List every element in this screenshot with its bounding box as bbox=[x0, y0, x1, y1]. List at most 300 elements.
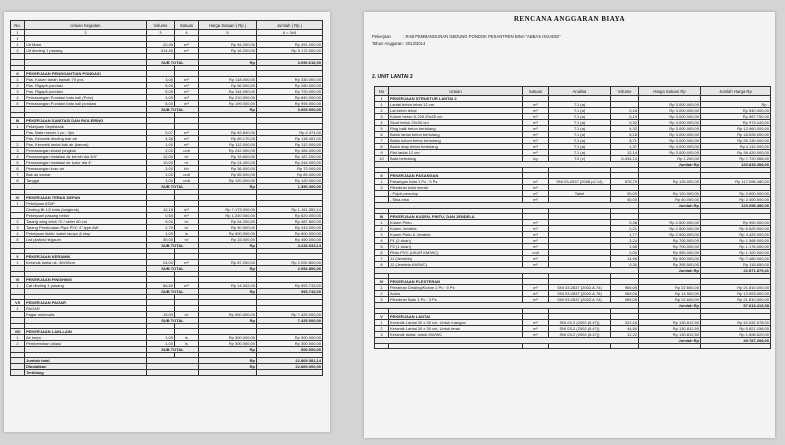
item-number: 3 bbox=[375, 297, 389, 303]
item-amount: Rp 1.598.529,00 bbox=[701, 332, 771, 338]
item-volume: 30,00 bbox=[611, 191, 639, 197]
item-number: 1 bbox=[11, 124, 25, 130]
item-unit-price: Rp 199.000,00 bbox=[199, 101, 257, 107]
item-unit-price: Rp 87.200,00 bbox=[199, 260, 257, 266]
item-volume: 2,00 bbox=[611, 250, 639, 256]
grand-total-amount: 22.869.000,00 bbox=[257, 364, 323, 370]
item-unit: m³ bbox=[523, 114, 549, 120]
item-description: Pemasangan kran air bbox=[25, 166, 147, 172]
item-volume: 5,00 bbox=[147, 101, 175, 107]
item-amount: Rp 300.000,00 bbox=[257, 335, 323, 341]
item-unit: m³ bbox=[523, 220, 549, 226]
item-description: Plesteran Dinding/Kolom 1 Pc : 5 Ps bbox=[389, 285, 523, 291]
column-header: Volume bbox=[147, 21, 175, 30]
grand-total-row bbox=[11, 370, 323, 376]
item-unit-price: Rp 15.000,00 bbox=[199, 237, 257, 243]
item-volume: 4,32 bbox=[611, 126, 639, 132]
item-description: Kusen Pintu bbox=[389, 220, 523, 226]
item-unit-price: Rp 700.000,00 bbox=[639, 238, 701, 244]
item-description: Pemasangan instalasi air kotor dia 4" bbox=[25, 160, 147, 166]
item-amount: Rp 995.000,00 bbox=[257, 101, 323, 107]
item-description: Keramik Lantai 30 x 30 cm, Untuk ruangan bbox=[389, 320, 523, 326]
item-analysis: SNI 03-2 (2002.(5.47)) bbox=[549, 326, 611, 332]
item-number: 3 bbox=[375, 114, 389, 120]
section-number: VIII bbox=[11, 329, 25, 335]
column-header: Harga Satuan ( Rp ) bbox=[199, 21, 257, 30]
item-volume: 2,70 bbox=[147, 225, 175, 231]
item-analysis: SNI 03-2837 (2002.A.74) bbox=[549, 285, 611, 291]
item-unit-price: Rp 54.200,00 bbox=[199, 219, 257, 225]
empty-cell bbox=[147, 370, 199, 376]
item-unit: m³ bbox=[523, 126, 549, 132]
item-amount: Rp 4.110.000,00 bbox=[701, 144, 771, 150]
item-description: Bak air kamar bbox=[25, 172, 147, 178]
item-volume: 6.434,14 bbox=[611, 156, 639, 162]
item-amount: Rp 953.743,00 bbox=[257, 283, 323, 289]
item-number: 2 bbox=[11, 48, 25, 54]
item-analysis: T.1 (a) bbox=[549, 144, 611, 150]
subtotal-currency: Rp bbox=[199, 289, 257, 295]
document-title: RENCANA ANGGARAN BIAYA bbox=[513, 15, 626, 23]
item-amount: Rp 21.810.000,00 bbox=[701, 285, 771, 291]
item-description: Kusen Jendela bbox=[389, 226, 523, 232]
empty-cell bbox=[375, 344, 389, 349]
item-unit-price: Rp 112.000,00 bbox=[199, 142, 257, 148]
subtotal-label: Jumlah Rp bbox=[639, 268, 701, 274]
item-volume: 1,00 bbox=[147, 231, 175, 237]
item-unit: m² bbox=[175, 283, 199, 289]
item-description: Dinding Bt 1/2 bata (tongkrok) bbox=[25, 207, 147, 213]
item-volume: 5,00 bbox=[147, 89, 175, 95]
empty-cell bbox=[639, 344, 701, 349]
item-number: 8 bbox=[11, 178, 25, 184]
item-volume: 12,22 bbox=[611, 332, 639, 338]
item-volume: 20,45 bbox=[147, 42, 175, 48]
item-unit: m² bbox=[175, 77, 199, 83]
project-value: : RAB PEMBANGUNAN GEDUNG PONDOK PESANTREN BINA "ABBAS ISGADIE" bbox=[403, 34, 561, 39]
item-amount: Rp 7.425.000,00 bbox=[257, 312, 323, 318]
item-number: 4 bbox=[375, 120, 389, 126]
right-rab-table bbox=[374, 86, 771, 349]
section-title: PEKERJAAN TERAS DEPAN bbox=[25, 195, 147, 201]
item-description: Balok atap beton bertulang bbox=[389, 144, 523, 150]
column-header: No bbox=[375, 87, 389, 96]
item-volume: 0,50 bbox=[147, 213, 175, 219]
item-analysis: T.1 (a) bbox=[549, 108, 611, 114]
column-header: No. bbox=[11, 21, 25, 30]
item-description: Cat dinding 1 pasang bbox=[25, 283, 147, 289]
item-volume: 6,18 bbox=[611, 132, 639, 138]
section-title: PEKERJAAN KERAMIK bbox=[25, 254, 147, 260]
column-header: Jumlah ( Rp ) bbox=[257, 21, 323, 30]
item-number: 6 bbox=[375, 250, 389, 256]
item-unit-price: Rp 36.000,00 bbox=[199, 166, 257, 172]
item-analysis: SNI 03-2837 (2002.A.74) bbox=[549, 297, 611, 303]
grand-total-label: Terbilang bbox=[25, 370, 147, 376]
item-unit: kg bbox=[523, 156, 549, 162]
item-unit-price: Rp 130.812,50 bbox=[639, 332, 701, 338]
item-unit-price: Rp 2.500.000,00 bbox=[639, 232, 701, 238]
item-unit-price: Rp 85.000,00 bbox=[199, 172, 257, 178]
item-volume: 965,05 bbox=[611, 291, 639, 297]
section-number: I bbox=[375, 96, 389, 102]
left-table-header bbox=[11, 21, 323, 30]
subtotal-currency: Rp bbox=[199, 107, 257, 113]
section-title: PEKERJAAN SANITASI DAN RIOLERING bbox=[25, 118, 147, 124]
item-unit-price: Rp 3.000.000,00 bbox=[639, 138, 701, 144]
item-number: 1 bbox=[11, 283, 25, 289]
item-unit-price: Rp 120.000,00 bbox=[199, 178, 257, 184]
item-amount: Rp 21.810.000,00 bbox=[701, 297, 771, 303]
item-amount: Rp 540.000,00 bbox=[701, 108, 771, 114]
item-volume: 8,71 bbox=[611, 138, 639, 144]
column-header: Satuan bbox=[175, 21, 199, 30]
unit-heading: 2. UNIT LANTAI 2 bbox=[372, 74, 413, 80]
item-volume: 1,00 bbox=[147, 172, 175, 178]
item-amount: Rp 487.800,00 bbox=[257, 219, 323, 225]
item-unit-price: Rp 1.200,00 bbox=[639, 156, 701, 162]
column-header: Harga Satuan Rp bbox=[639, 87, 701, 96]
item-number: 9 bbox=[375, 150, 389, 156]
item-unit: m³ bbox=[523, 144, 549, 150]
subtotal-label: SUB TOTAL bbox=[147, 184, 199, 190]
item-unit-price: Rp 3.000.000,00 bbox=[639, 132, 701, 138]
item-unit: m² bbox=[523, 262, 549, 268]
section-number: II bbox=[11, 71, 25, 77]
item-number: 1 bbox=[375, 285, 389, 291]
item-description: Pas. Rigapit pondasi bbox=[25, 83, 147, 89]
item-unit-price: Rp 2.500.000,00 bbox=[639, 226, 701, 232]
item-amount: Rp 3.600.000,00 bbox=[701, 191, 771, 197]
item-unit: m² bbox=[175, 142, 199, 148]
item-unit-price: Rp 125.000,00 bbox=[639, 179, 701, 185]
item-analysis: SNI 03-2837 (2008.p2.14) bbox=[549, 179, 611, 185]
project-label: Pekerjaan bbox=[372, 34, 391, 39]
item-description: Pas. Keramik dinding bak air bbox=[25, 136, 147, 142]
item-analysis: T.1 (a) bbox=[549, 102, 611, 108]
item-volume: 12,14 bbox=[611, 150, 639, 156]
item-number: 1 bbox=[375, 220, 389, 226]
item-unit-price: Rp 120.000,00 bbox=[639, 191, 701, 197]
item-amount: Rp 117.098.480,00 bbox=[701, 179, 771, 185]
subtotal-label: SUB TOTAL bbox=[147, 107, 199, 113]
item-amount: Rp 280.000,00 bbox=[257, 83, 323, 89]
item-unit: unit bbox=[175, 178, 199, 184]
item-unit-price: Rp 550.000,00 bbox=[639, 250, 701, 256]
item-description: Kusen Pintu & Jendela bbox=[389, 232, 523, 238]
item-unit-price: Rp 700.000,00 bbox=[639, 244, 701, 250]
item-volume: 0,19 bbox=[611, 114, 639, 120]
item-amount: Rp 72.000,00 bbox=[257, 166, 323, 172]
item-unit-price: Rp 210.000,00 bbox=[199, 95, 257, 101]
item-unit: m² bbox=[523, 326, 549, 332]
item-number: 1 bbox=[11, 260, 25, 266]
subtotal-amount: 7.425.000,00 bbox=[257, 318, 323, 324]
item-unit-price: Rp 500.000,00 bbox=[199, 312, 257, 318]
item-unit: m² bbox=[523, 185, 549, 191]
item-description: Pekerjaan Septiktank bbox=[25, 124, 147, 130]
item-number: 8 bbox=[375, 144, 389, 150]
item-description: Pas. Kusen tanah bawah 70 pcs bbox=[25, 77, 147, 83]
item-amount: Rp 4.425.000,00 bbox=[701, 232, 771, 238]
item-unit-price: Rp 3.000.000,00 bbox=[639, 108, 701, 114]
section-title: PEKERJAAN PENGGANTIAN PONDASI bbox=[25, 71, 147, 77]
item-amount: Rp 4.374,00 bbox=[257, 130, 323, 136]
item-amount: Rp 36.420.000,00 bbox=[701, 150, 771, 156]
item-unit: m² bbox=[175, 260, 199, 266]
item-unit: unit bbox=[175, 148, 199, 154]
subtotal-currency: Rp bbox=[199, 266, 257, 272]
item-unit: m³ bbox=[523, 108, 549, 114]
subtotal-amount: 120.815.408,00 bbox=[701, 162, 771, 168]
column-header: Uraian bbox=[389, 87, 523, 96]
item-number: 10 bbox=[375, 156, 389, 162]
subtotal-currency: Rp bbox=[199, 347, 257, 353]
item-unit-price: Rp 89.170,00 bbox=[199, 136, 257, 142]
item-description: - Sisa-nisa bbox=[389, 197, 523, 203]
column-header: Satuan bbox=[523, 87, 549, 96]
item-analysis: Tabel bbox=[549, 191, 611, 197]
item-unit: m² bbox=[523, 244, 549, 250]
item-unit: m² bbox=[175, 207, 199, 213]
item-unit-price: Rp 3.000.000,00 bbox=[639, 114, 701, 120]
subtotal-amount: 4.233.033,14 bbox=[257, 243, 323, 249]
item-unit: ls bbox=[175, 341, 199, 347]
item-volume: 15,00 bbox=[147, 312, 175, 318]
item-volume: 876,79 bbox=[611, 179, 639, 185]
item-description: Pekerjaan listrik: kabel lampu & stop bbox=[25, 231, 147, 237]
item-amount: Rp 243.000,00 bbox=[257, 225, 323, 231]
item-amount: Rp 13.993.000,00 bbox=[701, 291, 771, 297]
subtotal-label: SUB TOTAL bbox=[147, 318, 199, 324]
budget-year-line bbox=[372, 41, 425, 46]
item-volume: 0,32 bbox=[611, 120, 639, 126]
item-unit: m' bbox=[175, 154, 199, 160]
item-amount: Rp 7.720.968,00 bbox=[701, 156, 771, 162]
item-unit-price: Rp 22.600,00 bbox=[639, 297, 701, 303]
item-unit-price: Rp 16.200,00 bbox=[199, 48, 257, 54]
item-volume: 2,21 bbox=[611, 226, 639, 232]
item-volume: 1,00 bbox=[147, 142, 175, 148]
item-unit: m² bbox=[523, 179, 549, 185]
item-volume: 40,00 bbox=[611, 197, 639, 203]
item-unit-price: Rp 7.173.000,00 bbox=[199, 207, 257, 213]
item-unit-price: Rp 300.000,00 bbox=[199, 335, 257, 341]
item-number: 4 bbox=[11, 231, 25, 237]
item-unit: m³ bbox=[523, 150, 549, 156]
section-number: IV bbox=[375, 279, 389, 285]
grand-total-label: Dibulatkan bbox=[25, 364, 147, 370]
column-header: Uraian Kegiatan bbox=[25, 21, 147, 30]
grand-total-currency bbox=[199, 370, 257, 376]
item-unit: m' bbox=[175, 312, 199, 318]
item-unit: m² bbox=[523, 238, 549, 244]
section-number: III bbox=[11, 118, 25, 124]
section-title: PEKERJAAN LAIN-LAIN bbox=[25, 329, 147, 335]
item-description: P2 (1 doan) bbox=[389, 244, 523, 250]
item-description: Uit Mata bbox=[25, 42, 147, 48]
column-header: Analisa bbox=[549, 87, 611, 96]
item-volume: 9,00 bbox=[147, 219, 175, 225]
item-volume: 1,77 bbox=[611, 232, 639, 238]
item-unit-price: Rp 1.240.000,00 bbox=[199, 213, 257, 219]
section-title: PEKERJAAN PAGAR bbox=[25, 300, 147, 306]
item-description: Lat beton tebal bbox=[389, 108, 523, 114]
section-number: VII bbox=[11, 300, 25, 306]
section-number: VI bbox=[11, 277, 25, 283]
item-description: Plesteran bata merah bbox=[389, 185, 523, 191]
item-number: 2 bbox=[11, 219, 25, 225]
item-description: Pasangan bata 1 Pc : 5 Ps bbox=[389, 179, 523, 185]
item-number: 2 bbox=[375, 226, 389, 232]
item-number: 1 bbox=[11, 335, 25, 341]
item-unit-price: Rp 56.000,00 bbox=[199, 83, 257, 89]
item-analysis: T.1 (a) bbox=[549, 150, 611, 156]
right-table-body bbox=[375, 96, 771, 349]
item-amount: Rp 600.000,00 bbox=[257, 231, 323, 237]
item-unit: m² bbox=[523, 291, 549, 297]
item-analysis: T.1 (a) bbox=[549, 138, 611, 144]
item-number: 1 bbox=[375, 179, 389, 185]
item-volume: 3,00 bbox=[147, 77, 175, 83]
item-volume: 4,36 bbox=[147, 136, 175, 142]
item-unit: m² bbox=[523, 297, 549, 303]
item-amount: Rp 85.000,00 bbox=[257, 172, 323, 178]
item-volume: 5,00 bbox=[147, 83, 175, 89]
item-unit-price: Rp 118.000,00 bbox=[199, 77, 257, 83]
item-description: Balok lantai beton bertulang bbox=[389, 132, 523, 138]
column-index: 3 bbox=[147, 30, 175, 36]
item-amount: Rp 1.176.000,00 bbox=[701, 244, 771, 250]
item-number: 2 bbox=[375, 185, 389, 191]
item-description: Lantai beton lebar 12 cm bbox=[389, 102, 523, 108]
item-description: Air kerja bbox=[25, 335, 147, 341]
item-unit: m' bbox=[175, 219, 199, 225]
item-analysis: T.1 (a) bbox=[549, 132, 611, 138]
item-description: PAGAR bbox=[25, 306, 147, 312]
subtotal-amount: 123.098.480,00 bbox=[701, 203, 771, 209]
item-number: 2 bbox=[11, 142, 25, 148]
item-number: 1 bbox=[11, 77, 25, 83]
item-analysis: SNI 03-2837 (2002.A.76) bbox=[549, 291, 611, 297]
subtotal-amount: 49.787.208,00 bbox=[701, 338, 771, 344]
item-description: Pembersihan lokasi bbox=[25, 341, 147, 347]
column-index: 6 = 3x5 bbox=[257, 30, 323, 36]
empty-cell bbox=[11, 370, 25, 376]
item-amount: Rp 244.000,00 bbox=[257, 160, 323, 166]
item-unit: unit bbox=[523, 250, 549, 256]
section-number: IV bbox=[11, 195, 25, 201]
item-amount: Rp 620.000,00 bbox=[257, 213, 323, 219]
item-amount: Rp 840.000,00 bbox=[257, 95, 323, 101]
column-header: Volume bbox=[611, 87, 639, 96]
item-number: 4 bbox=[11, 95, 25, 101]
item-unit-price: Rp 62.840,00 bbox=[199, 130, 257, 136]
item-amount: Rp 1.100.000,00 bbox=[701, 250, 771, 256]
item-description: Keramik lantai, untuk KM/WC bbox=[389, 332, 523, 338]
item-amount: Rp 42.032.078,00 bbox=[701, 320, 771, 326]
subtotal-label: SUB TOTAL bbox=[147, 266, 199, 272]
item-description: Pemasangan Pondasi batu kali pondasi bbox=[25, 101, 147, 107]
item-analysis: T.1 (a) bbox=[549, 126, 611, 132]
item-amount: Rp 973.440,00 bbox=[701, 120, 771, 126]
item-unit: ls bbox=[175, 231, 199, 237]
subtotal-currency: Rp bbox=[199, 318, 257, 324]
subtotal-label: SUB TOTAL bbox=[147, 243, 199, 249]
item-unit: m³ bbox=[523, 102, 549, 108]
item-unit: m² bbox=[523, 320, 549, 326]
column-index: 4 bbox=[175, 30, 199, 36]
item-amount: Rp 112.000,00 bbox=[257, 142, 323, 148]
item-unit-price: Rp 3.000.000,00 bbox=[639, 144, 701, 150]
item-number: 5 bbox=[11, 237, 25, 243]
grand-total-amount bbox=[257, 370, 323, 376]
item-unit: m³ bbox=[523, 132, 549, 138]
item-description: Sloof beton 20x30 cm bbox=[389, 120, 523, 126]
section-title: PEKERJAAN FINISHING bbox=[25, 277, 147, 283]
item-unit-price: Rp 130.812,50 bbox=[639, 326, 701, 332]
item-volume: 0,18 bbox=[611, 108, 639, 114]
subtotal-label: Jumlah Rp bbox=[639, 162, 701, 168]
item-unit: m² bbox=[523, 197, 549, 203]
item-analysis: T.1 (a) bbox=[549, 120, 611, 126]
item-volume: 1,37 bbox=[611, 144, 639, 150]
item-amount: Rp 2.092.800,00 bbox=[257, 260, 323, 266]
item-number: 1 bbox=[11, 201, 25, 207]
empty-cell bbox=[549, 344, 611, 349]
item-amount: Rp 5.525.000,00 bbox=[701, 226, 771, 232]
grand-total-currency: Rp bbox=[199, 364, 257, 370]
item-number: 7 bbox=[375, 256, 389, 262]
item-description: Pagar minimalis bbox=[25, 312, 147, 318]
item-description: Pas. Bata merah 1 pc : 3ps bbox=[25, 130, 147, 136]
subtotal-amount: 2.092.800,00 bbox=[257, 266, 323, 272]
item-number: 1 bbox=[11, 306, 25, 312]
item-description: Uit dinding 1 pasang bbox=[25, 48, 147, 54]
item-number: 7 bbox=[375, 138, 389, 144]
item-description: Pintu PVC (UKUR KM/WC) bbox=[389, 250, 523, 256]
item-amount: Rp 567.750,00 bbox=[701, 114, 771, 120]
item-unit-price: Rp 3.000.000,00 bbox=[639, 120, 701, 126]
item-number: 4 bbox=[11, 154, 25, 160]
item-unit: bh bbox=[175, 166, 199, 172]
item-unit-price: Rp 60.000,00 bbox=[639, 197, 701, 203]
section-title: PEKERJAAN PLESTERAN bbox=[389, 279, 523, 285]
item-description: Talang Pembuatan Pipa PVC 4" type AW bbox=[25, 225, 147, 231]
item-number: 3 bbox=[11, 89, 25, 95]
item-amount: Rp 118.650,00 bbox=[701, 262, 771, 268]
item-description: J2 (Jendela KM/WC) bbox=[389, 262, 523, 268]
item-unit: m' bbox=[175, 225, 199, 231]
item-unit-price: Rp 54.200,00 bbox=[199, 42, 257, 48]
item-unit: m³ bbox=[175, 95, 199, 101]
item-description: Keramik lantai uk. 30x30cm bbox=[25, 260, 147, 266]
item-amount: Rp 950.000,00 bbox=[701, 220, 771, 226]
item-number: 5 bbox=[375, 126, 389, 132]
item-amount: Rp 18.528.000,00 bbox=[701, 132, 771, 138]
item-description: Ring balk beton bertulang bbox=[389, 126, 523, 132]
item-number: 3 bbox=[375, 232, 389, 238]
item-volume: 965,05 bbox=[611, 285, 639, 291]
left-table-body bbox=[11, 36, 323, 376]
item-unit: m' bbox=[175, 237, 199, 243]
column-index: 5 bbox=[199, 30, 257, 36]
item-volume: 0,38 bbox=[611, 220, 639, 226]
item-amount: Rp 720.000,00 bbox=[257, 89, 323, 95]
item-number: 6 bbox=[11, 166, 25, 172]
item-unit: m² bbox=[523, 191, 549, 197]
item-description: P1 (2 doan) bbox=[389, 238, 523, 244]
